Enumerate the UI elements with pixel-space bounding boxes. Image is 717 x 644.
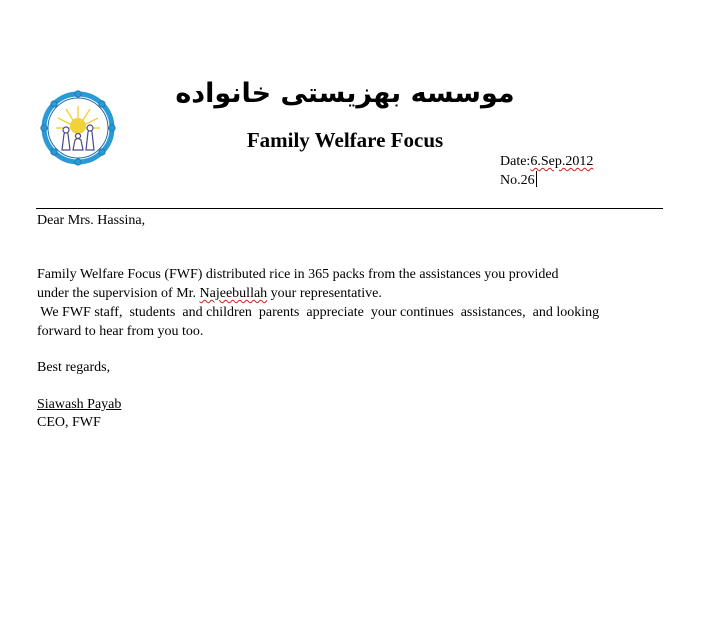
signature-title: CEO, FWF — [37, 415, 101, 430]
salutation: Dear Mrs. Hassina, — [37, 213, 146, 228]
organization-title-persian: موسسه بهزیستی خانواده — [175, 78, 515, 109]
paragraph-1-line-1: Family Welfare Focus (FWF) distributed rice in 365 packs from the assistances you provided — [37, 267, 559, 282]
paragraph-1-line-2-start: under the supervision of Mr. — [37, 286, 200, 301]
paragraph-1-line-2-end: your representative. — [267, 286, 382, 301]
paragraph-2-line-2: forward to hear from you too. — [37, 324, 204, 339]
header-divider — [36, 208, 663, 209]
paragraph-1-line-2 — [37, 284, 382, 303]
number-label: No. — [500, 173, 521, 188]
number-line — [500, 171, 537, 190]
date-label: Date: — [500, 154, 531, 169]
number-value: 26 — [520, 173, 535, 188]
date-value: 6.Sep.2012 — [530, 154, 594, 169]
closing: Best regards, — [37, 360, 111, 375]
organization-title-english: Family Welfare Focus — [246, 128, 444, 152]
family-welfare-logo-icon — [38, 88, 118, 168]
representative-name: Najeebullah — [199, 286, 268, 301]
paragraph-2-line-1: We FWF staff, students and children parents appreciate your continues assistances, and looking — [37, 305, 600, 320]
text-cursor — [536, 171, 537, 187]
signature-name: Siawash Payab — [37, 397, 122, 412]
date-line — [500, 153, 593, 171]
